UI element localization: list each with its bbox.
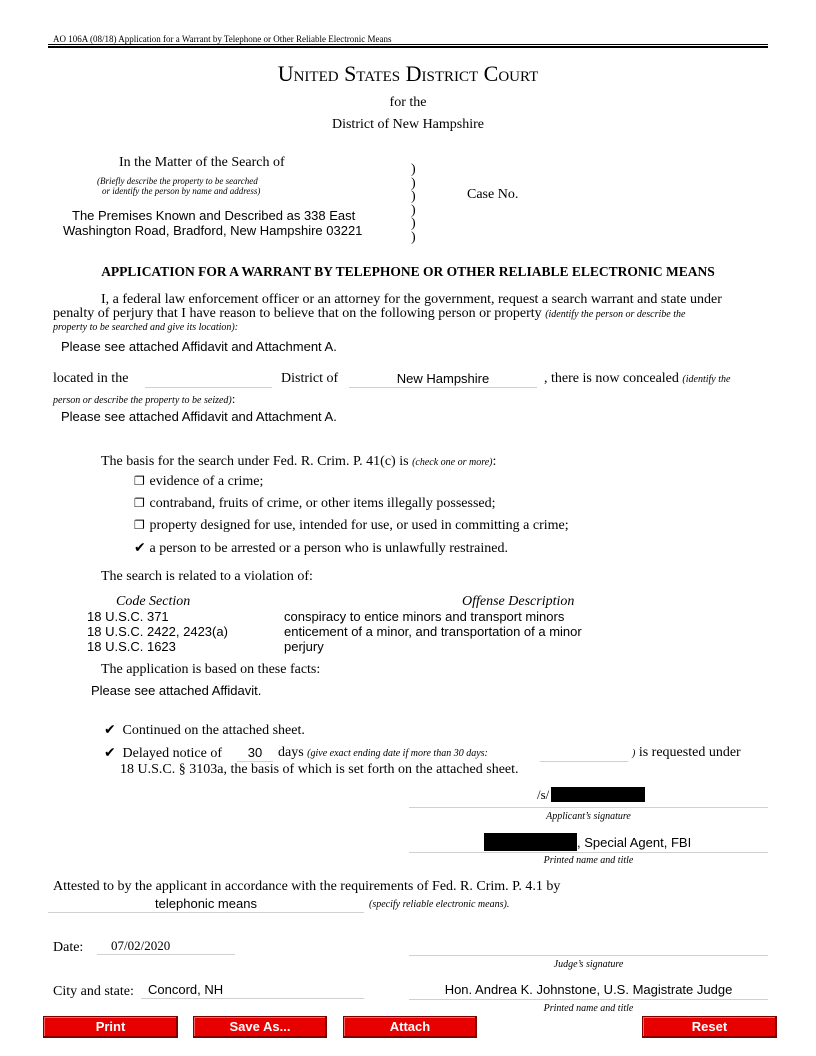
caption-parens: ) ) ) ) ) ) — [411, 162, 416, 245]
property-field[interactable]: Please see attached Affidavit and Attachment A. — [61, 339, 337, 354]
delayed-item[interactable] — [104, 745, 222, 762]
basis-item-contraband[interactable] — [134, 496, 496, 512]
applicant-name-line — [409, 852, 768, 853]
delayed-days-label: days — [278, 745, 304, 760]
judge-signature-line — [409, 955, 768, 956]
code-row-2[interactable]: 18 U.S.C. 2422, 2423(a) — [87, 624, 228, 639]
application-para-2: penalty of perjury that I have reason to believe that on the following person or property — [53, 306, 542, 321]
concealed-label: , there is now concealed — [544, 371, 679, 386]
judge-name-label: Printed name and title — [543, 1003, 634, 1014]
applicant-signature-label: Applicant’s signature — [546, 811, 631, 822]
applicant-name-label: Printed name and title — [543, 855, 634, 866]
in-matter-label: In the Matter of the Search of — [119, 155, 285, 170]
applicant-signature-line — [409, 807, 768, 808]
applicant-signature-prefix[interactable]: /s/ — [537, 787, 550, 802]
located-in-label: located in the — [53, 371, 129, 386]
district-field[interactable]: New Hampshire — [349, 371, 537, 388]
checkbox-continued[interactable]: ✔ — [104, 722, 116, 738]
basis-item-person[interactable] — [134, 540, 508, 557]
redaction-bar — [484, 833, 577, 851]
judge-name-field[interactable]: Hon. Andrea K. Johnstone, U.S. Magistrate Judge — [409, 982, 768, 1000]
header-rule — [48, 44, 768, 45]
case-no-label: Case No. — [467, 187, 519, 202]
application-para-3: property to be searched and give its location): — [53, 322, 239, 333]
checkbox-person[interactable]: ✔ — [134, 540, 146, 556]
delayed-label: Delayed notice of — [122, 746, 223, 761]
premises-line-2[interactable]: Washington Road, Bradford, New Hampshire 03221 — [63, 223, 363, 238]
concealed-note: (identify the — [682, 374, 731, 385]
basis-item-contraband-label: contraband, fruits of crime, or other items illegally possessed; — [149, 496, 496, 511]
delayed-line-2: 18 U.S.C. § 3103a, the basis of which is set forth on the attached sheet. — [120, 762, 519, 777]
code-section-header: Code Section — [116, 594, 191, 609]
checkbox-delayed[interactable]: ✔ — [104, 745, 116, 761]
header-rule-thick — [48, 46, 768, 48]
delayed-requested: is requested under — [638, 745, 741, 760]
date-field[interactable]: 07/02/2020 — [97, 938, 235, 955]
violation-intro: The search is related to a violation of: — [101, 569, 313, 584]
delayed-days-field[interactable]: 30 — [237, 745, 273, 762]
checkbox-evidence[interactable]: ❐ — [134, 474, 145, 488]
application-heading: APPLICATION FOR A WARRANT BY TELEPHONE OR OTHER RELIABLE ELECTRONIC MEANS — [101, 264, 715, 279]
located-field[interactable] — [145, 371, 272, 388]
date-label: Date: — [53, 940, 84, 955]
checkbox-contraband[interactable]: ❐ — [134, 496, 145, 510]
attest-line: Attested to by the applicant in accordance with the requirements of Fed. R. Crim. P. 4.1 by — [53, 879, 561, 894]
facts-field[interactable]: Please see attached Affidavit. — [91, 683, 262, 698]
basis-intro-note: (check one or more) — [412, 457, 493, 468]
attach-button[interactable]: Attach — [343, 1016, 477, 1038]
continued-item[interactable] — [104, 722, 305, 739]
seized-note: person or describe the property to be seized) — [53, 395, 232, 406]
district-of-label: District of — [281, 371, 339, 386]
offense-row-2[interactable]: enticement of a minor, and transportation of a minor — [284, 624, 582, 639]
application-para-1: I, a federal law enforcement officer or an attorney for the government, request a search warrant and state under — [101, 292, 722, 307]
form-id: AO 106A (08/18) Application for a Warrant by Telephone or Other Reliable Electronic Means — [53, 34, 392, 44]
basis-item-evidence[interactable] — [134, 474, 263, 490]
offense-description-header: Offense Description — [462, 594, 575, 609]
attest-means-note: (specify reliable electronic means). — [369, 899, 510, 910]
city-state-label: City and state: — [53, 984, 134, 999]
applicant-name-title[interactable]: , Special Agent, FBI — [577, 835, 692, 850]
delayed-close: ) — [632, 748, 636, 759]
judge-signature-label: Judge’s signature — [553, 959, 624, 970]
basis-item-person-label: a person to be arrested or a person who is unlawfully restrained. — [149, 541, 508, 556]
print-button[interactable]: Print — [43, 1016, 178, 1038]
delayed-note: (give exact ending date if more than 30 days: — [307, 748, 488, 759]
basis-item-evidence-label: evidence of a crime; — [149, 474, 264, 489]
code-row-3[interactable]: 18 U.S.C. 1623 — [87, 639, 176, 654]
delayed-date-field[interactable] — [540, 745, 628, 762]
seized-field[interactable]: Please see attached Affidavit and Attachment A. — [61, 409, 337, 424]
offense-row-1[interactable]: conspiracy to entice minors and transport minors — [284, 609, 565, 624]
premises-line-1[interactable]: The Premises Known and Described as 338 East — [72, 208, 356, 223]
reset-button[interactable]: Reset — [642, 1016, 777, 1038]
describe-note-2: or identify the person by name and address) — [102, 186, 261, 196]
save-as-button[interactable]: Save As... — [193, 1016, 327, 1038]
checkbox-property[interactable]: ❐ — [134, 518, 145, 532]
offense-row-3[interactable]: perjury — [284, 639, 324, 654]
district-name: District of New Hampshire — [331, 117, 485, 132]
describe-note-1: (Briefly describe the property to be searched — [97, 176, 258, 186]
redaction-bar — [551, 787, 645, 802]
city-state-field[interactable]: Concord, NH — [141, 982, 364, 999]
application-para-2-note: (identify the person or describe the — [545, 309, 686, 320]
continued-label: Continued on the attached sheet. — [122, 723, 305, 738]
basis-item-property-label: property designed for use, intended for use, or used in committing a crime; — [149, 518, 569, 533]
basis-intro: The basis for the search under Fed. R. Crim. P. 41(c) is — [101, 454, 409, 469]
basis-intro-colon: : — [492, 454, 497, 469]
attest-means-field[interactable]: telephonic means — [48, 896, 364, 913]
seized-colon: : — [231, 391, 236, 406]
code-row-1[interactable]: 18 U.S.C. 371 — [87, 609, 169, 624]
basis-item-property[interactable] — [134, 518, 569, 534]
for-the: for the — [389, 95, 427, 110]
court-title: United States District Court — [277, 61, 539, 86]
facts-intro: The application is based on these facts: — [101, 662, 321, 677]
